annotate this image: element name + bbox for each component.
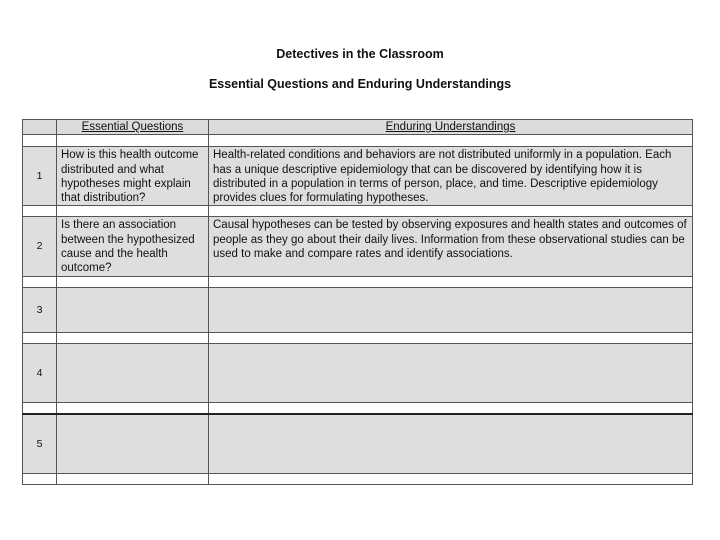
- table-row: [23, 287, 693, 332]
- spacer-row: [23, 402, 693, 414]
- table-row: [23, 147, 693, 206]
- questions-table: [22, 119, 693, 485]
- spacer-row: [23, 135, 693, 147]
- enduring-understanding: [209, 287, 693, 332]
- enduring-understanding: Causal hypotheses can be tested by observing exposures and health states and outcomes of people as they go about their daily lives. Information from these observational studies can be used to make and compare rates and identify associations.: [209, 217, 693, 276]
- enduring-understanding: Health-related conditions and behaviors are not distributed uniformly in a population. Each has a unique descriptive epidemiology that can be discovered by identifying how it is distributed in a population in terms of person, place, and time. Descriptive epidemiology provides clues for formulating hypotheses.: [209, 147, 693, 206]
- enduring-understanding: [209, 414, 693, 474]
- essential-question: [57, 414, 209, 474]
- essential-question: Is there an association between the hypothesized cause and the health outcome?: [57, 217, 209, 276]
- header-number: [23, 120, 57, 135]
- table-row: [23, 343, 693, 402]
- row-number: 5: [23, 414, 57, 474]
- table-row: [23, 217, 693, 276]
- table-header-row: [23, 120, 693, 135]
- table-row: [23, 414, 693, 474]
- row-number: 3: [23, 287, 57, 332]
- row-number: 1: [23, 147, 57, 206]
- essential-question: How is this health outcome distributed and what hypotheses might explain that distribution?: [57, 147, 209, 206]
- essential-question: [57, 287, 209, 332]
- document-subtitle: Essential Questions and Enduring Understandings: [208, 77, 512, 91]
- row-number: 2: [23, 217, 57, 276]
- spacer-row: [23, 473, 693, 484]
- spacer-row: [23, 276, 693, 287]
- header-enduring-understandings: Enduring Understandings: [209, 120, 693, 135]
- row-number: 4: [23, 343, 57, 402]
- header-essential-questions: Essential Questions: [57, 120, 209, 135]
- spacer-row: [23, 206, 693, 217]
- spacer-row: [23, 332, 693, 343]
- enduring-understanding: [209, 343, 693, 402]
- essential-question: [57, 343, 209, 402]
- document-title: Detectives in the Classroom: [276, 47, 444, 61]
